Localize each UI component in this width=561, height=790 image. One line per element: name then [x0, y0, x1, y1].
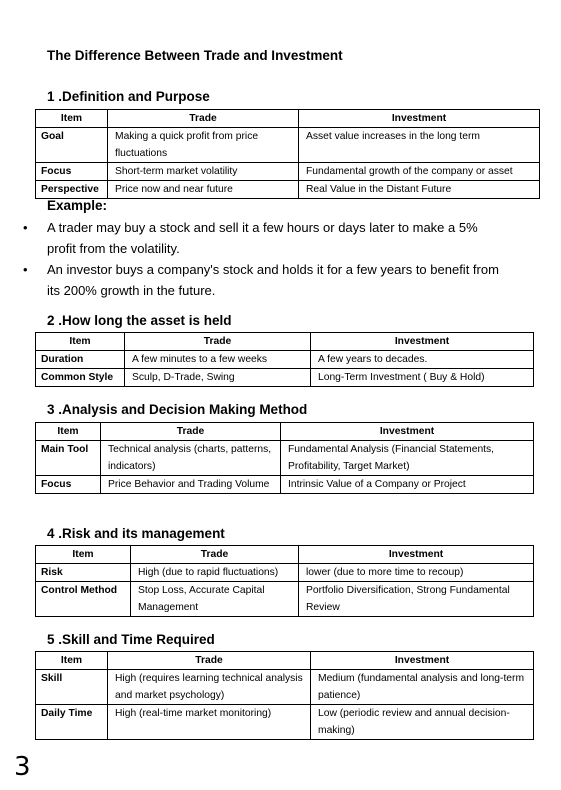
definition-table	[35, 109, 540, 199]
trade-cell: High (real-time market monitoring)	[108, 705, 311, 740]
trade-cell: High (requires learning technical analysis and market psychology)	[108, 670, 311, 705]
column-header: Investment	[299, 546, 534, 564]
list-item	[23, 217, 507, 259]
row-item: Main Tool	[36, 441, 101, 476]
column-header: Investment	[311, 333, 534, 351]
table-row	[36, 582, 534, 617]
trade-cell: Price now and near future	[108, 181, 299, 199]
table-row	[36, 705, 534, 740]
section-heading-skill: 5 .Skill and Time Required	[47, 632, 215, 647]
investment-cell: Real Value in the Distant Future	[299, 181, 540, 199]
row-item: Risk	[36, 564, 131, 582]
skill-table	[35, 651, 534, 740]
column-header: Trade	[131, 546, 299, 564]
section-heading-definition: 1 .Definition and Purpose	[47, 89, 210, 104]
table-header-row	[36, 110, 540, 128]
table-row	[36, 128, 540, 163]
trade-cell: Sculp, D-Trade, Swing	[125, 369, 311, 387]
column-header: Item	[36, 652, 108, 670]
column-header: Trade	[108, 652, 311, 670]
holding-period-table	[35, 332, 534, 387]
bullet-icon: •	[23, 262, 28, 277]
row-item: Common Style	[36, 369, 125, 387]
table-header-row	[36, 423, 534, 441]
column-header: Investment	[311, 652, 534, 670]
row-item: Control Method	[36, 582, 131, 617]
investment-cell: Low (periodic review and annual decision-making)	[311, 705, 534, 740]
row-item: Skill	[36, 670, 108, 705]
example-label: Example:	[47, 198, 108, 213]
row-item: Duration	[36, 351, 125, 369]
page-number: 3	[14, 752, 31, 782]
trade-cell: Price Behavior and Trading Volume	[101, 476, 281, 494]
column-header: Item	[36, 423, 101, 441]
investment-cell: Asset value increases in the long term	[299, 128, 540, 163]
column-header: Item	[36, 546, 131, 564]
investment-cell: Fundamental Analysis (Financial Statements, Profitability, Target Market)	[281, 441, 534, 476]
document-title: The Difference Between Trade and Investment	[47, 48, 343, 63]
table-row	[36, 441, 534, 476]
column-header: Trade	[101, 423, 281, 441]
row-item: Goal	[36, 128, 108, 163]
table-row	[36, 476, 534, 494]
trade-cell: A few minutes to a few weeks	[125, 351, 311, 369]
analysis-table	[35, 422, 534, 494]
table-row	[36, 564, 534, 582]
row-item: Focus	[36, 476, 101, 494]
investment-cell: Medium (fundamental analysis and long-term patience)	[311, 670, 534, 705]
table-row	[36, 670, 534, 705]
investment-cell: A few years to decades.	[311, 351, 534, 369]
investment-cell: Portfolio Diversification, Strong Fundamental Review	[299, 582, 534, 617]
row-item: Focus	[36, 163, 108, 181]
column-header: Item	[36, 333, 125, 351]
table-row	[36, 369, 534, 387]
example-text: An investor buys a company's stock and holds it for a few years to benefit from its 200% growth in the future.	[47, 262, 499, 298]
risk-table	[35, 545, 534, 617]
trade-cell: Making a quick profit from price fluctuations	[108, 128, 299, 163]
table-header-row	[36, 546, 534, 564]
list-item	[23, 259, 507, 301]
column-header: Trade	[125, 333, 311, 351]
bullet-icon: •	[23, 220, 28, 235]
trade-cell: Stop Loss, Accurate Capital Management	[131, 582, 299, 617]
table-row	[36, 351, 534, 369]
table-header-row	[36, 652, 534, 670]
trade-cell: Technical analysis (charts, patterns, indicators)	[101, 441, 281, 476]
table-row	[36, 163, 540, 181]
investment-cell: lower (due to more time to recoup)	[299, 564, 534, 582]
column-header: Investment	[299, 110, 540, 128]
section-heading-risk: 4 .Risk and its management	[47, 526, 225, 541]
section-heading-holding-period: 2 .How long the asset is held	[47, 313, 232, 328]
table-header-row	[36, 333, 534, 351]
row-item: Daily Time	[36, 705, 108, 740]
investment-cell: Intrinsic Value of a Company or Project	[281, 476, 534, 494]
column-header: Trade	[108, 110, 299, 128]
column-header: Investment	[281, 423, 534, 441]
investment-cell: Long-Term Investment ( Buy & Hold)	[311, 369, 534, 387]
example-list	[23, 217, 507, 301]
row-item: Perspective	[36, 181, 108, 199]
column-header: Item	[36, 110, 108, 128]
trade-cell: Short-term market volatility	[108, 163, 299, 181]
table-row	[36, 181, 540, 199]
example-text: A trader may buy a stock and sell it a few hours or days later to make a 5% profit from the volatility.	[47, 220, 478, 256]
trade-cell: High (due to rapid fluctuations)	[131, 564, 299, 582]
section-heading-analysis: 3 .Analysis and Decision Making Method	[47, 402, 308, 417]
investment-cell: Fundamental growth of the company or asset	[299, 163, 540, 181]
